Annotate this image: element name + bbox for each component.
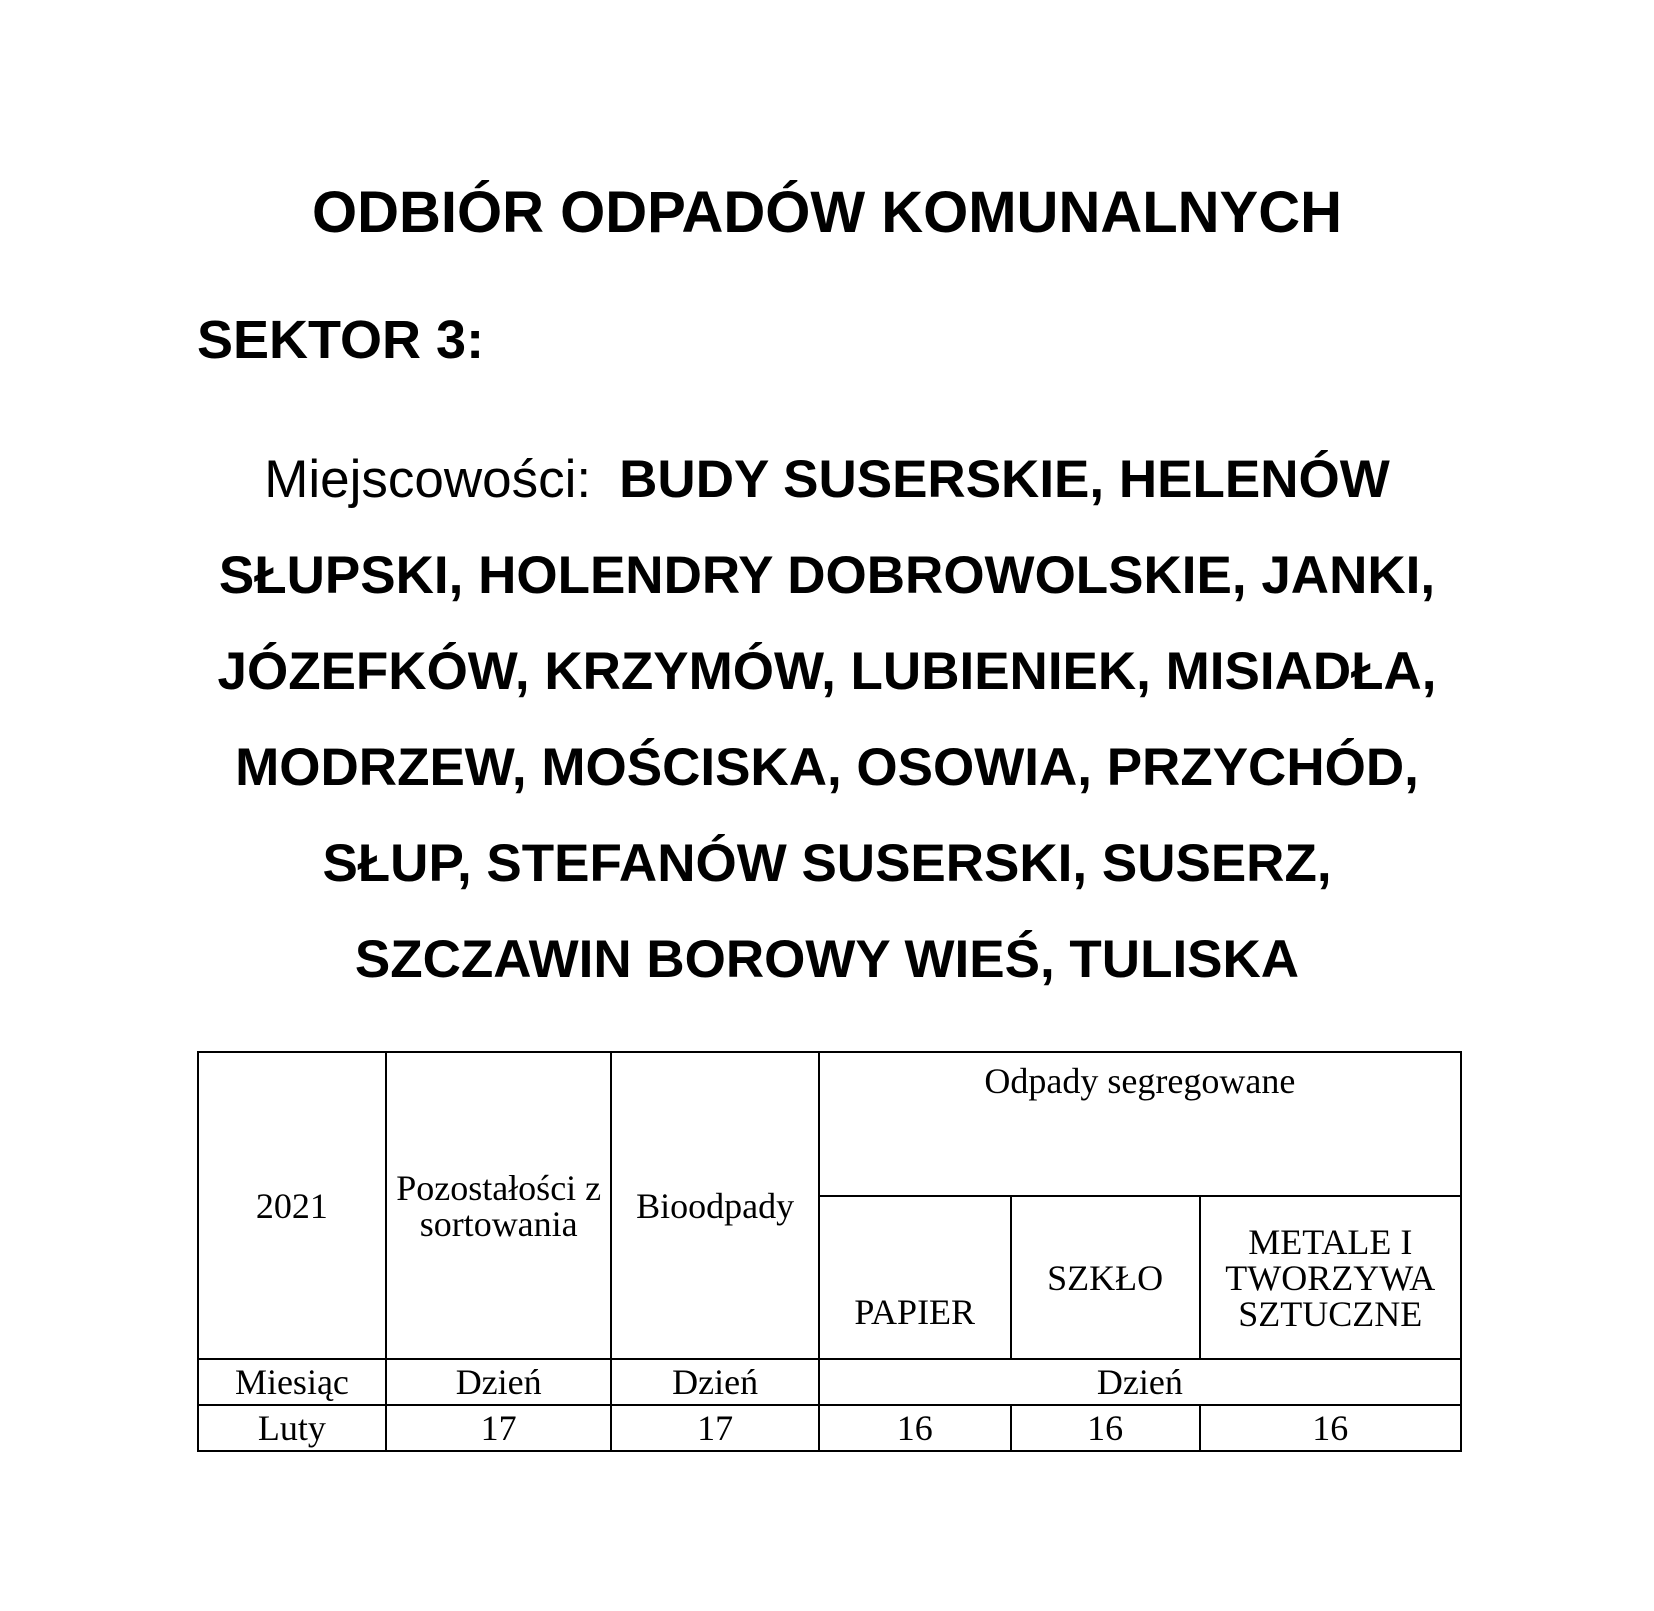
places-list: BUDY SUSERSKIE, HELENÓW SŁUPSKI, HOLENDRY DOBROWOLSKIE, JANKI, JÓZEFKÓW, KRZYMÓW, LUBIENIEK, MISIADŁA, MODRZEW, MOŚCISKA, OSOWIA, PRZYCHÓD, SŁUP, STEFANÓW SUSERSKI, SUSERZ, SZCZAWIN BOROWY WIEŚ, TULISKA — [217, 450, 1437, 989]
glass-header: SZKŁO — [1011, 1196, 1200, 1359]
residual-day-cell: 17 — [386, 1405, 612, 1451]
month-cell: Luty — [198, 1405, 386, 1451]
bio-day-cell: 17 — [611, 1405, 818, 1451]
page-title: ODBIÓR ODPADÓW KOMUNALNYCH — [312, 180, 1342, 245]
collection-schedule-table — [197, 1051, 1462, 1452]
segregated-header: Odpady segregowane — [819, 1052, 1461, 1196]
sector-heading: SEKTOR 3: — [197, 310, 485, 370]
paper-header: PAPIER — [819, 1196, 1011, 1359]
day-label-segregated: Dzień — [819, 1359, 1461, 1405]
year-header: 2021 — [198, 1052, 386, 1359]
metals-header: METALE I TWORZYWA SZTUCZNE — [1200, 1196, 1461, 1359]
metals-day-cell: 16 — [1200, 1405, 1461, 1451]
month-label: Miesiąc — [198, 1359, 386, 1405]
places-label: Miejscowości: — [264, 450, 592, 509]
day-label-residual: Dzień — [386, 1359, 612, 1405]
bio-header: Bioodpady — [611, 1052, 818, 1359]
day-label-bio: Dzień — [611, 1359, 818, 1405]
table-row — [198, 1405, 1461, 1451]
table-header-row — [198, 1052, 1461, 1196]
table-label-row — [198, 1359, 1461, 1405]
residual-header: Pozostałości z sortowania — [386, 1052, 612, 1359]
paper-day-cell: 16 — [819, 1405, 1011, 1451]
glass-day-cell: 16 — [1011, 1405, 1200, 1451]
places-paragraph — [197, 432, 1457, 1008]
